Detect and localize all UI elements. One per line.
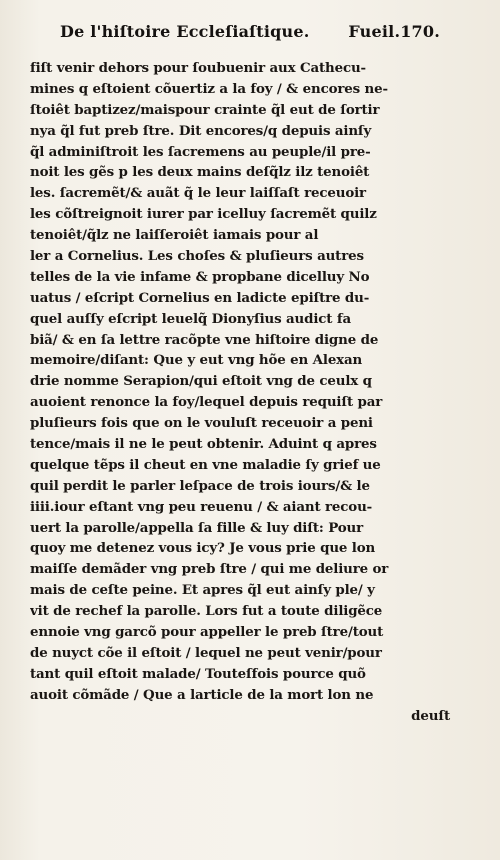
text-line: quil perdit le parler leſpace de trois iours/& le — [30, 477, 370, 494]
running-head — [60, 22, 440, 52]
text-line: mines q eſtoient cõuertiz a la foy / & encores ne- — [30, 80, 388, 97]
text-line: telles de la vie infame & propbane dicelluy No — [30, 268, 370, 285]
text-line: noit les gẽs p les deux mains deſq̃lz ilz tenoiêt — [30, 164, 370, 181]
text-line: ſtoiêt baptizez/maispour crainte q̃l eut de ſortir — [30, 101, 380, 118]
text-line: ler a Cornelius. Les choſes & pluſieurs autres — [30, 248, 364, 265]
text-line: uert la parolle/appella ſa fille & luy diſt: Pour — [30, 519, 364, 536]
text-line: fiſt venir dehors pour ſoubuenir aux Cathecu- — [30, 60, 366, 76]
text-line: uatus / eſcript Cornelius en ladicte epiſtre du- — [30, 289, 370, 306]
text-line: de nuyct cõe il eſtoit / lequel ne peut venir/pour — [30, 644, 382, 661]
folio-number: Fueil.170. — [348, 22, 440, 41]
text-line: auoit cõmãde / Que a larticle de la mort lon ne — [30, 686, 374, 703]
text-line: pluſieurs fois que on le vouluſt receuoir a peni — [30, 415, 373, 432]
text-line: les cõſtreignoit iurer par icelluy ſacremẽt quilz — [30, 206, 377, 223]
text-line: auoient renonce la foy/lequel depuis requiſt par — [30, 394, 383, 411]
text-line: les. ſacremẽt/& auãt q̃ le leur laiſſaſt receuoir — [30, 185, 366, 202]
text-line: tence/mais il ne le peut obtenir. Aduint q apres — [30, 436, 377, 453]
running-head-title: De l'hiſtoire Eccleſiaſtique. — [60, 22, 310, 41]
text-line: ennoie vng garcõ pour appeller le preb ſtre/tout — [30, 624, 384, 641]
text-line: mais de ceſte peine. Et apres q̃l eut ainſy ple/ y — [30, 582, 375, 599]
text-line: q̃l adminiſtroit les ſacremens au peuple/il pre- — [30, 143, 371, 160]
text-block — [30, 58, 460, 727]
text-line: vit de rechef la parolle. Lors fut a toute diligẽce — [30, 603, 383, 620]
text-line: quelque tẽps il cheut en vne maladie ſy grief ue — [30, 456, 381, 473]
text-line: nya q̃l fut preb ſtre. Dit encores/q depuis ainſy — [30, 122, 372, 139]
text-line: quoy me detenez vous icy? Je vous prie que lon — [30, 540, 376, 557]
text-line: maiſſe demãder vng preb ſtre / qui me deliure or — [30, 561, 389, 578]
text-line: tenoiêt/q̃lz ne laiſſeroiêt iamais pour al — [30, 227, 319, 244]
text-line: drie nomme Serapion/qui eſtoit vng de ceulx q — [30, 373, 372, 390]
text-line: biã/ & en ſa lettre racõpte vne hiſtoire digne de — [30, 331, 379, 348]
catchword: deuſt — [411, 707, 450, 724]
text-line: memoire/diſant: Que y eut vng hõe en Alexan — [30, 352, 363, 369]
text-line: iiii.iour eſtant vng peu reuenu / & aiant recou- — [30, 498, 373, 515]
text-line: tant quil eſtoit malade/ Touteſfois pource quõ — [30, 665, 366, 682]
text-line: quel auſſy eſcript leuelq̃ Dionyſius audict fa — [30, 310, 351, 327]
